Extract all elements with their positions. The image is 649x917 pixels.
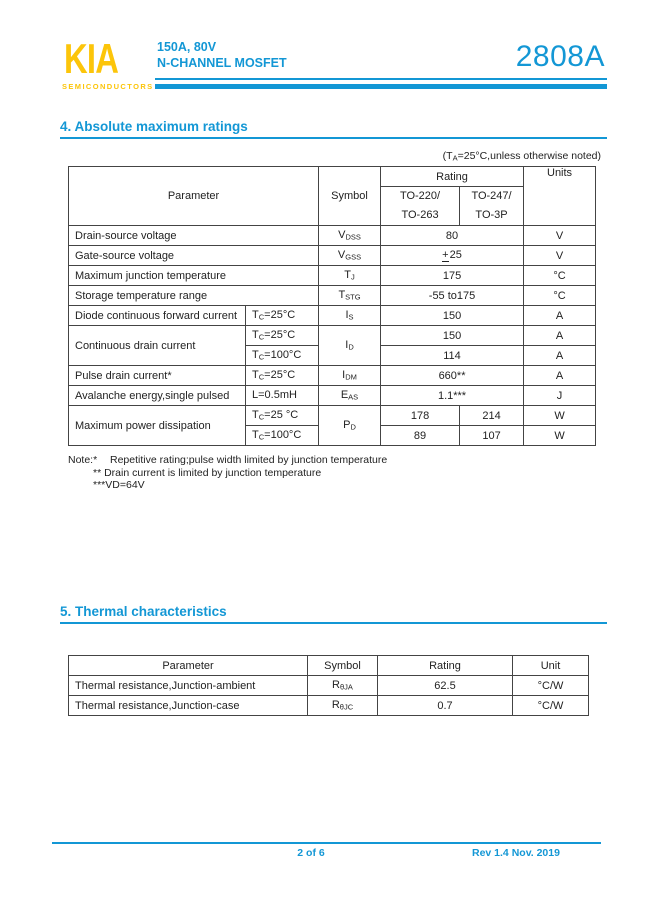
cell-rating-to247: 214 (460, 406, 524, 426)
cell-parameter: Thermal resistance,Junction-ambient (69, 676, 308, 696)
cell-condition (246, 306, 319, 326)
col-header-units: Units (524, 167, 596, 226)
cell-condition (246, 366, 319, 386)
col-header-package-2 (460, 187, 524, 226)
absolute-maximum-ratings-table (68, 166, 596, 446)
cond-sub: C (258, 312, 265, 322)
table-header-row (69, 656, 589, 676)
cell-symbol (319, 226, 381, 246)
col-header-unit: Unit (513, 656, 589, 676)
col-header-rating: Rating (381, 167, 524, 187)
symbol-base: I (345, 309, 349, 322)
cond-rest: =25 °C (264, 409, 299, 422)
symbol-base: I (345, 339, 349, 352)
cond-base: T (252, 309, 259, 322)
header-rule-thick (155, 84, 607, 89)
table-row (69, 676, 589, 696)
col-header-package-1 (381, 187, 460, 226)
col-header-parameter: Parameter (69, 656, 308, 676)
cell-symbol (319, 366, 381, 386)
cell-rating-to220: 178 (381, 406, 460, 426)
rating-value: 25 (449, 249, 462, 261)
table-row (69, 406, 596, 426)
cond-rest: =100°C (264, 429, 302, 442)
cond-base: T (252, 409, 259, 422)
symbol-base: T (338, 289, 346, 302)
cond-base: T (252, 429, 259, 442)
cell-rating: 175 (381, 266, 524, 286)
cell-symbol (319, 326, 381, 366)
kia-logo: KIA (64, 35, 119, 82)
col-header-symbol: Symbol (319, 167, 381, 226)
cond-base: L (252, 389, 259, 402)
cond-sub: C (258, 432, 265, 442)
cell-symbol (319, 406, 381, 446)
cell-condition (246, 426, 319, 446)
cell-symbol (319, 386, 381, 406)
cond-rest: =25°C (264, 369, 296, 382)
footnote-line: ***VD=64V (93, 479, 145, 491)
part-number: 2808A (515, 40, 605, 73)
cond-sub: A (452, 153, 458, 163)
cell-unit: V (524, 226, 596, 246)
cell-condition (246, 406, 319, 426)
cell-unit: V (524, 246, 596, 266)
symbol-base: I (342, 369, 346, 382)
cell-rating: 150 (381, 326, 524, 346)
cell-symbol (319, 246, 381, 266)
cell-rating: 150 (381, 306, 524, 326)
section-4-title: 4. Absolute maximum ratings (60, 119, 248, 134)
cond-rest: =0.5mH (258, 389, 297, 402)
note-text: Repetitive rating;pulse width limited by junction temperature (110, 454, 388, 466)
pkg1-line2: TO-263 (401, 209, 439, 221)
cell-rating-to247: 107 (460, 426, 524, 446)
revision-label: Rev 1.4 Nov. 2019 (472, 847, 560, 859)
cond-sub: C (258, 332, 265, 342)
page-number: 2 of 6 (297, 847, 325, 859)
col-header-rating: Rating (378, 656, 513, 676)
plus-minus-sign: + (442, 249, 449, 261)
cond-sub: C (258, 372, 265, 382)
cond-base: T (252, 329, 259, 342)
cell-rating: 0.7 (378, 696, 513, 716)
cell-parameter: Continuous drain current (69, 326, 246, 366)
cell-unit: A (524, 326, 596, 346)
cell-parameter: Maximum power dissipation (69, 406, 246, 446)
symbol-sub: θJA (340, 682, 353, 692)
cell-unit: A (524, 346, 596, 366)
cell-unit: A (524, 306, 596, 326)
table-row (69, 266, 596, 286)
symbol-sub: AS (348, 392, 359, 402)
cell-symbol (319, 306, 381, 326)
symbol-sub: S (348, 312, 354, 322)
table-row (69, 306, 596, 326)
symbol-base: R (331, 699, 340, 712)
cell-rating: 660** (381, 366, 524, 386)
cond-base: T (252, 369, 259, 382)
logo-subtitle: SEMICONDUCTORS (62, 82, 154, 91)
symbol-base: R (332, 679, 340, 692)
symbol-base: V (337, 249, 346, 262)
table-header-row (69, 167, 596, 187)
section-4-rule (60, 137, 607, 139)
spec-device-type: N-CHANNEL MOSFET (157, 56, 287, 70)
cond-rest: =25°C (264, 309, 296, 322)
table-row (69, 286, 596, 306)
symbol-base: T (344, 269, 351, 282)
footer-rule (52, 842, 601, 844)
cell-unit: W (524, 406, 596, 426)
pkg2-line1: TO-247/ (471, 190, 512, 202)
cond-rest: =100°C (264, 349, 302, 362)
spec-current-voltage: 150A, 80V (157, 40, 217, 54)
table-row (69, 246, 596, 266)
cell-unit: °C (524, 286, 596, 306)
symbol-sub: STG (345, 292, 361, 302)
product-spec (157, 39, 287, 71)
note-label: Note:* (68, 454, 98, 466)
symbol-sub: D (348, 342, 354, 352)
table-row (69, 326, 596, 346)
cond-post: =25°C,unless otherwise noted) (457, 150, 601, 162)
header-rule-thin (155, 78, 607, 80)
cell-parameter: Maximum junction temperature (69, 266, 319, 286)
cell-unit: °C/W (513, 676, 589, 696)
symbol-base: V (338, 229, 346, 242)
cell-unit: W (524, 426, 596, 446)
cell-rating: 1.1*** (381, 386, 524, 406)
table-row (69, 696, 589, 716)
symbol-sub: DM (345, 372, 357, 382)
cell-rating: 80 (381, 226, 524, 246)
cell-parameter: Storage temperature range (69, 286, 319, 306)
cell-rating: 114 (381, 346, 524, 366)
table-row (69, 226, 596, 246)
cell-parameter: Gate-source voltage (69, 246, 319, 266)
cell-parameter: Thermal resistance,Junction-case (69, 696, 308, 716)
symbol-sub: θJC (339, 702, 354, 712)
cell-parameter: Avalanche energy,single pulsed (69, 386, 246, 406)
test-condition-note (443, 150, 601, 163)
symbol-sub: J (351, 272, 355, 282)
section-5-rule (60, 622, 607, 624)
cell-parameter: Drain-source voltage (69, 226, 319, 246)
table-row (69, 366, 596, 386)
col-header-parameter: Parameter (69, 167, 319, 226)
cell-condition (246, 346, 319, 366)
cond-base: T (252, 349, 259, 362)
cell-symbol (319, 266, 381, 286)
thermal-characteristics-table (68, 655, 589, 716)
cell-unit: J (524, 386, 596, 406)
cond-sub: C (258, 412, 265, 422)
cell-symbol (319, 286, 381, 306)
symbol-sub: D (350, 422, 356, 432)
col-header-symbol: Symbol (308, 656, 378, 676)
section-5-title: 5. Thermal characteristics (60, 604, 227, 619)
table-row (69, 386, 596, 406)
symbol-sub: DSS (345, 232, 361, 242)
cell-condition (246, 386, 319, 406)
cell-rating-to220: 89 (381, 426, 460, 446)
symbol-base: P (343, 419, 351, 432)
cell-symbol (308, 676, 378, 696)
cell-rating: -55 to175 (381, 286, 524, 306)
footnote-line: ** Drain current is limited by junction temperature (93, 466, 322, 479)
footnote-line (68, 454, 387, 467)
symbol-base: E (340, 389, 349, 402)
cell-unit: °C/W (513, 696, 589, 716)
cond-pre: (T (442, 150, 453, 162)
cell-unit: A (524, 366, 596, 386)
cell-unit: °C (524, 266, 596, 286)
pkg2-line2: TO-3P (475, 209, 508, 221)
cell-rating: 62.5 (378, 676, 513, 696)
pkg1-line1: TO-220/ (399, 190, 441, 202)
footnotes (68, 454, 387, 492)
cell-symbol (308, 696, 378, 716)
cell-parameter: Diode continuous forward current (69, 306, 246, 326)
cell-rating (381, 246, 524, 266)
cell-parameter: Pulse drain current* (69, 366, 246, 386)
symbol-sub: GSS (345, 252, 362, 262)
cell-condition (246, 326, 319, 346)
cond-rest: =25°C (264, 329, 296, 342)
cond-sub: C (258, 352, 265, 362)
